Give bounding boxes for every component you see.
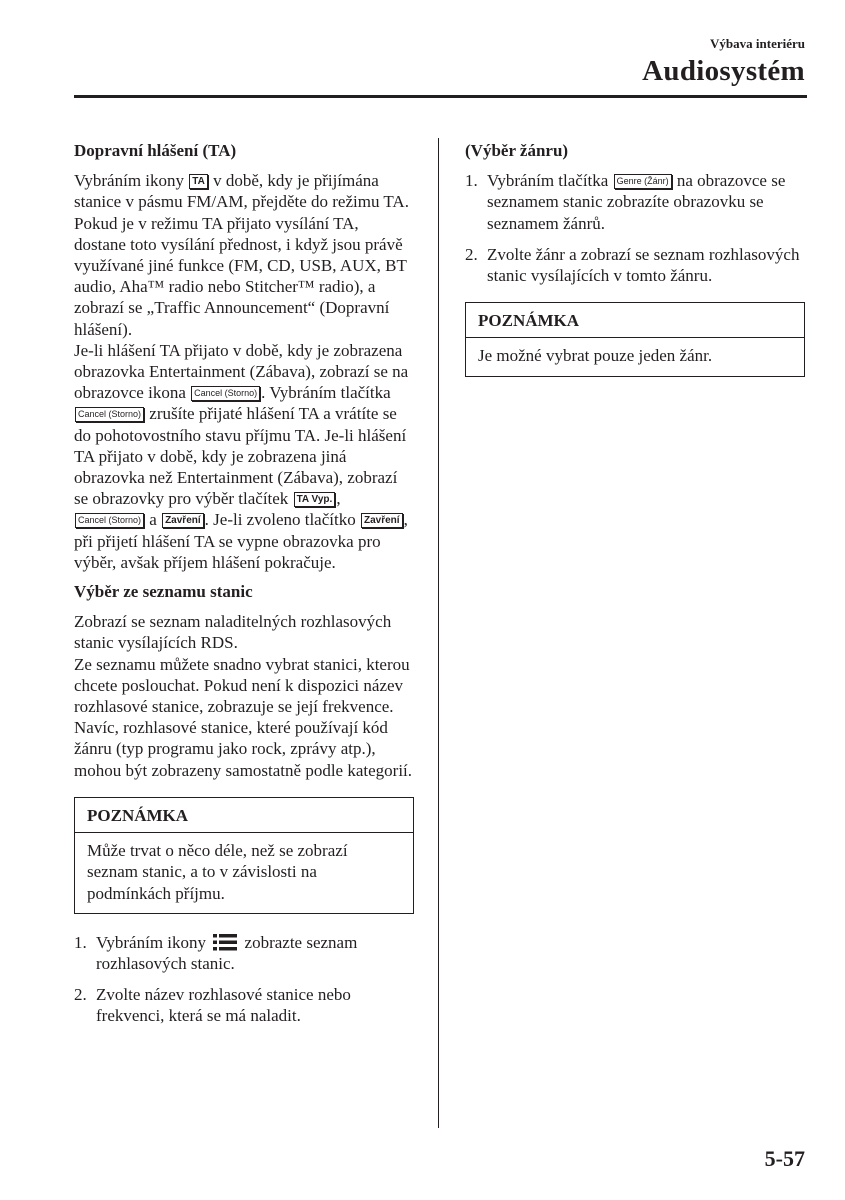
- ta-paragraph-1: [74, 170, 414, 212]
- close-button-2: Zavření: [361, 513, 403, 528]
- text: v době, kdy je přijímána stanice v pásmu FM/AM, přejděte do režimu TA.: [74, 171, 409, 212]
- ta-paragraph-3: [74, 340, 414, 573]
- text: ,: [336, 489, 341, 509]
- ta-icon: TA: [189, 174, 208, 189]
- genre-steps: [465, 170, 805, 286]
- text: Vybráním ikony: [74, 171, 185, 191]
- text: Vybráním ikony: [96, 932, 207, 952]
- text: . Je-li zvoleno tlačítko: [204, 510, 356, 530]
- text: zrušíte přijaté hlášení TA a vrátíte se do pohotovostního stavu příjmu TA. Je-li hlášení TA přijato v době, kdy je zobrazena jiná obrazovka než Entertainment (Zábava), zobrazí se obrazovky pro výběr tlačítek: [74, 404, 407, 509]
- list-item: [74, 932, 414, 974]
- station-list-paragraph-2: Ze seznamu můžete snadno vybrat stanici, kterou chcete poslouchat. Pokud není k dispozici název rozhlasové stanice, zobrazuje se její frekvence. Navíc, rozhlasové stanice, které používají kód žánru (typ programu jako rock, zprávy atp.), mohou být zobrazeny samostatně podle kategorií.: [74, 654, 413, 780]
- list-item: [465, 170, 805, 234]
- right-column: [465, 140, 805, 395]
- station-steps: [74, 932, 414, 1027]
- column-divider: [438, 138, 439, 1128]
- note-body: Je možné vybrat pouze jeden žánr.: [478, 346, 713, 366]
- list-item: [465, 244, 805, 286]
- note-box: [74, 797, 414, 914]
- station-list-paragraph-1: Zobrazí se seznam naladitelných rozhlasových stanic vysílajících RDS.: [74, 612, 392, 653]
- header-rule: [74, 95, 807, 98]
- text: zobrazte seznam rozhlasových stanic.: [96, 932, 358, 973]
- step-number: 2.: [74, 985, 87, 1005]
- note-body: Může trvat o něco déle, než se zobrazí seznam stanic, a to v závislosti na podmínkách příjmu.: [87, 841, 348, 903]
- step-number: 1.: [465, 171, 478, 191]
- header-section: Výbava interiéru: [710, 36, 805, 51]
- step-number: 1.: [74, 932, 87, 952]
- page-number: 5-57: [764, 1146, 805, 1171]
- left-column: [74, 140, 414, 1037]
- text: , při přijetí hlášení TA se vypne obrazovka pro výběr, avšak příjem hlášení pokračuje.: [74, 510, 408, 572]
- ta-off-button: TA Vyp.: [294, 492, 336, 507]
- note-box-2: [465, 302, 805, 376]
- text: Zvolte název rozhlasové stanice nebo frekvenci, která se má naladit.: [96, 985, 351, 1026]
- cancel-button-2: Cancel (Storno): [75, 513, 144, 528]
- text: Je-li hlášení TA přijato v době, kdy je zobrazena obrazovka Entertainment (Zábava), zobrazí se na obrazovce ikona: [74, 340, 409, 403]
- genre-heading: (Výběr žánru): [465, 141, 569, 160]
- text: na obrazovce se seznamem stanic zobrazíte obrazovku se seznamem žánrů.: [487, 171, 786, 233]
- list-item: [74, 984, 414, 1026]
- close-button: Zavření: [162, 513, 204, 528]
- step-number: 2.: [465, 244, 478, 264]
- text: a: [149, 510, 157, 530]
- list-icon: [213, 934, 237, 951]
- text: . Vybráním tlačítka: [261, 383, 391, 403]
- genre-button: Genre (Žánr): [614, 174, 672, 189]
- note-title: POZNÁMKA: [466, 303, 804, 338]
- ta-paragraph-2: Pokud je v režimu TA přijato vysílání TA, dostane toto vysílání přednost, i když jsou právě využívané jiné funkce (FM, CD, USB, AUX, BT audio, Aha™ radio nebo Stitcher™ radio), a zobrazí se „Traffic Announcement“ (Dopravní hlášení).: [74, 213, 407, 339]
- cancel-button: Cancel (Storno): [75, 407, 144, 422]
- text: Zvolte žánr a zobrazí se seznam rozhlasových stanic vysílajících v tomto žánru.: [487, 244, 800, 286]
- note-title: POZNÁMKA: [75, 798, 413, 833]
- ta-heading: Dopravní hlášení (TA): [74, 141, 237, 160]
- station-list-heading: Výběr ze seznamu stanic: [74, 582, 253, 602]
- cancel-icon: Cancel (Storno): [191, 386, 260, 401]
- page-title: Audiosystém: [642, 55, 805, 87]
- text: Vybráním tlačítka: [487, 171, 609, 191]
